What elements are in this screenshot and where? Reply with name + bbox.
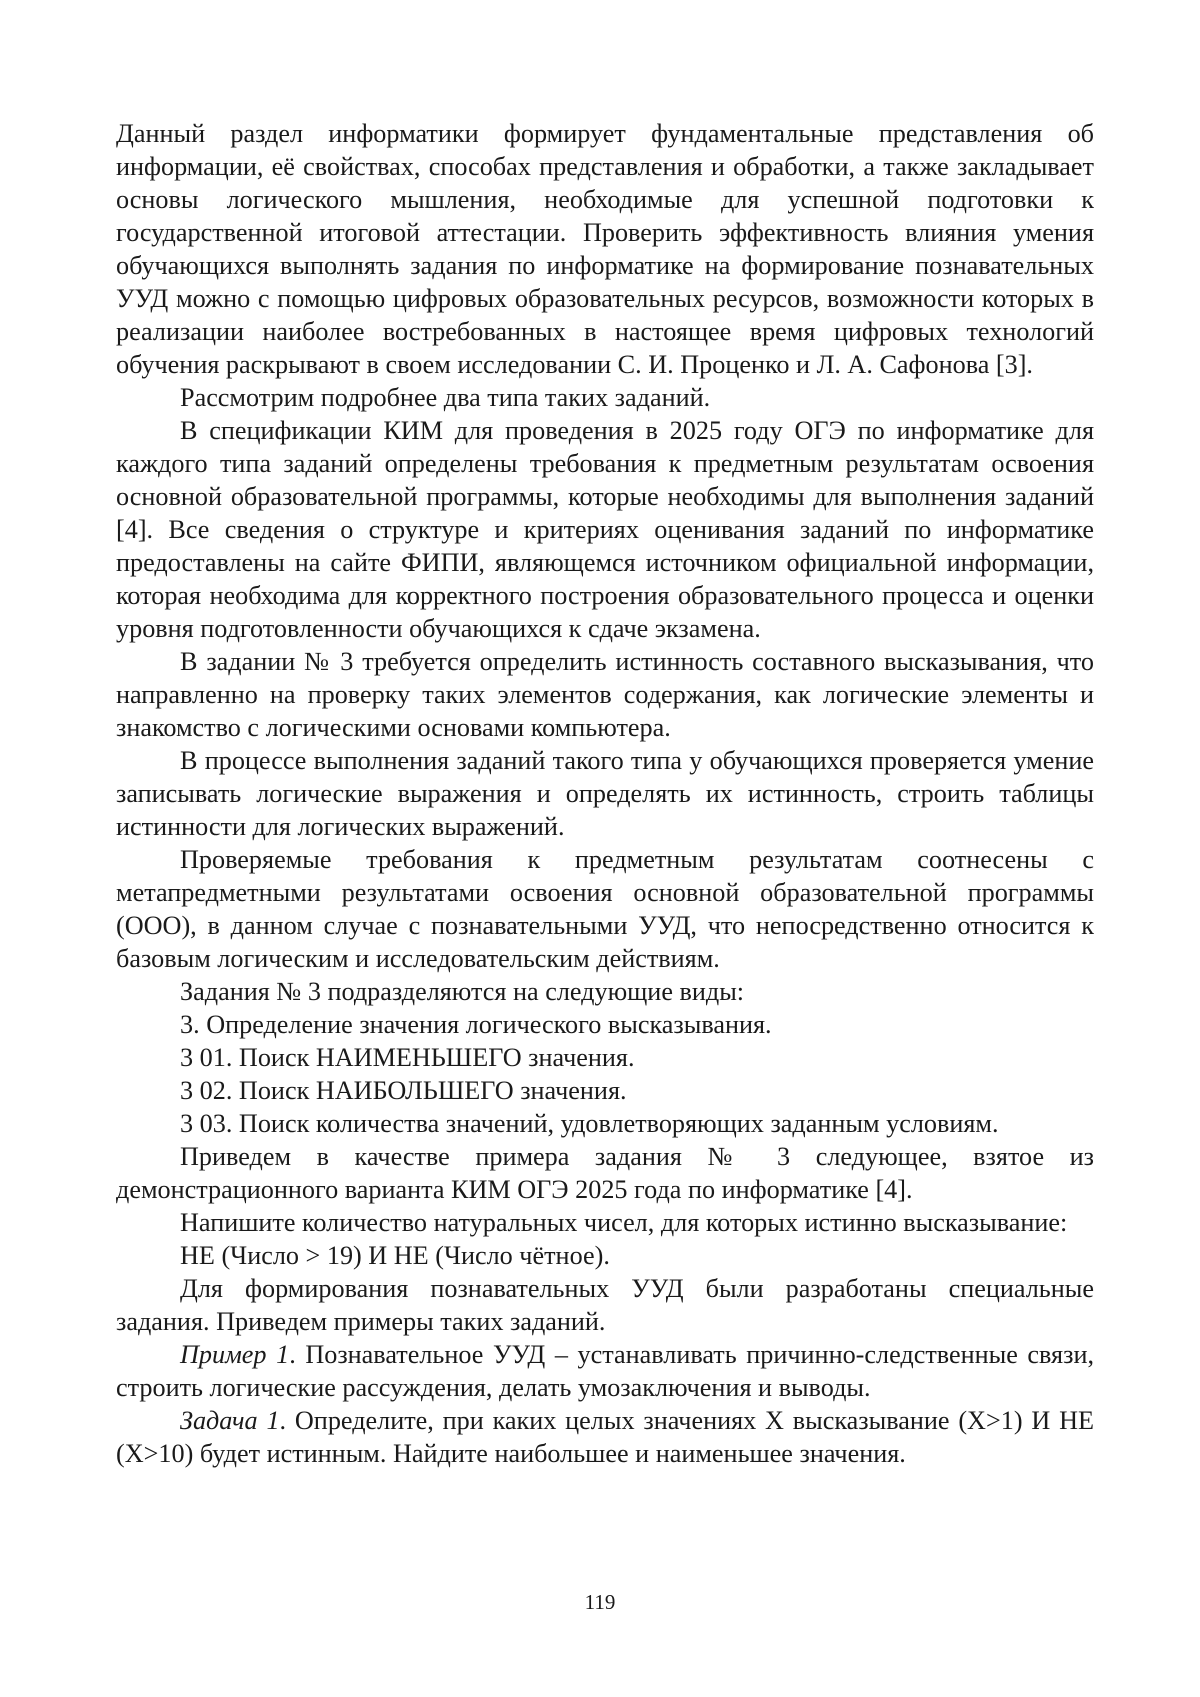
paragraph-task-kinds: Задания № 3 подразделяются на следующие виды:: [180, 977, 745, 1006]
page-number: 119: [584, 1590, 616, 1614]
list-item-task-type: 3 03. Поиск количества значений, удовлетворяющих заданным условиям.: [180, 1109, 999, 1138]
task-1-text: . Определите, при каких целых значениях X высказывание (X>1) И НЕ (X>10) будет истинным. Найдите наибольшее и наименьшее значения.: [116, 1406, 1094, 1468]
paragraph-process: В процессе выполнения заданий такого типа у обучающихся проверяется умение записывать логические выражения и определять их истинность, строить таблицы истинности для логических выражений.: [116, 746, 1094, 841]
paragraph-example-1: [116, 1338, 1094, 1404]
paragraph-task3: В задании № 3 требуется определить истинность составного высказывания, что направленно на проверку таких элементов содержания, как логические элементы и знакомство с логическими основами компьютера.: [116, 647, 1094, 742]
paragraph-specification: В спецификации КИМ для проведения в 2025 году ОГЭ по информатике для каждого типа заданий определены требования к предметным результатам освоения основной образовательной программы, которые необходимы для выполнения заданий [4]. Все сведения о структуре и критериях оценивания заданий по информатике предоставлены на сайте ФИПИ, являющемся источником официальной информации, которая необходима для корректного построения образовательного процесса и оценки уровня подготовленности обучающихся к сдаче экзамена.: [116, 416, 1094, 643]
list-item-task-type: 3. Определение значения логического высказывания.: [180, 1010, 772, 1039]
example-1-text: . Познавательное УУД – устанавливать причинно-следственные связи, строить логические рассуждения, делать умозаключения и выводы.: [116, 1340, 1095, 1402]
paragraph-two-types: Рассмотрим подробнее два типа таких заданий.: [180, 383, 711, 412]
paragraph-task-1: [116, 1404, 1094, 1470]
example-1-label: Пример 1: [180, 1340, 290, 1369]
paragraph-task-statement: Напишите количество натуральных чисел, для которых истинно высказывание:: [180, 1208, 1068, 1237]
paragraph-intro: Данный раздел информатики формирует фундаментальные представления об информации, её свойствах, способах представления и обработки, а также закладывает основы логического мышления, необходимые для успешной подготовки к государственной итоговой аттестации. Проверить эффективность влияния умения обучающихся выполнять задания по информатике на формирование познавательных УУД можно с помощью цифровых образовательных ресурсов, возможности которых в реализации наиболее востребованных в настоящее время цифровых технологий обучения раскрывают в своем исследовании С. И. Проценко и Л. А. Сафонова [3].: [116, 119, 1094, 379]
paragraph-requirements: Проверяемые требования к предметным результатам соотнесены с метапредметными результатами освоения основной образовательной программы (ООО), в данном случае с познавательными УУД, что непосредственно относится к базовым логическим и исследовательским действиям.: [116, 845, 1094, 973]
task-1-label: Задача 1: [180, 1406, 280, 1435]
paragraph-special-tasks: Для формирования познавательных УУД были разработаны специальные задания. Приведем примеры таких заданий.: [116, 1274, 1094, 1336]
paragraph-logic-expression: НЕ (Число > 19) И НЕ (Число чётное).: [180, 1241, 610, 1270]
page-body: [116, 117, 1094, 1470]
list-item-task-type: 3 01. Поиск НАИМЕНЬШЕГО значения.: [180, 1043, 635, 1072]
list-item-task-type: 3 02. Поиск НАИБОЛЬШЕГО значения.: [180, 1076, 627, 1105]
paragraph-demo-example: Приведем в качестве примера задания № 3 следующее, взятое из демонстрационного варианта КИМ ОГЭ 2025 года по информатике [4].: [116, 1142, 1094, 1204]
